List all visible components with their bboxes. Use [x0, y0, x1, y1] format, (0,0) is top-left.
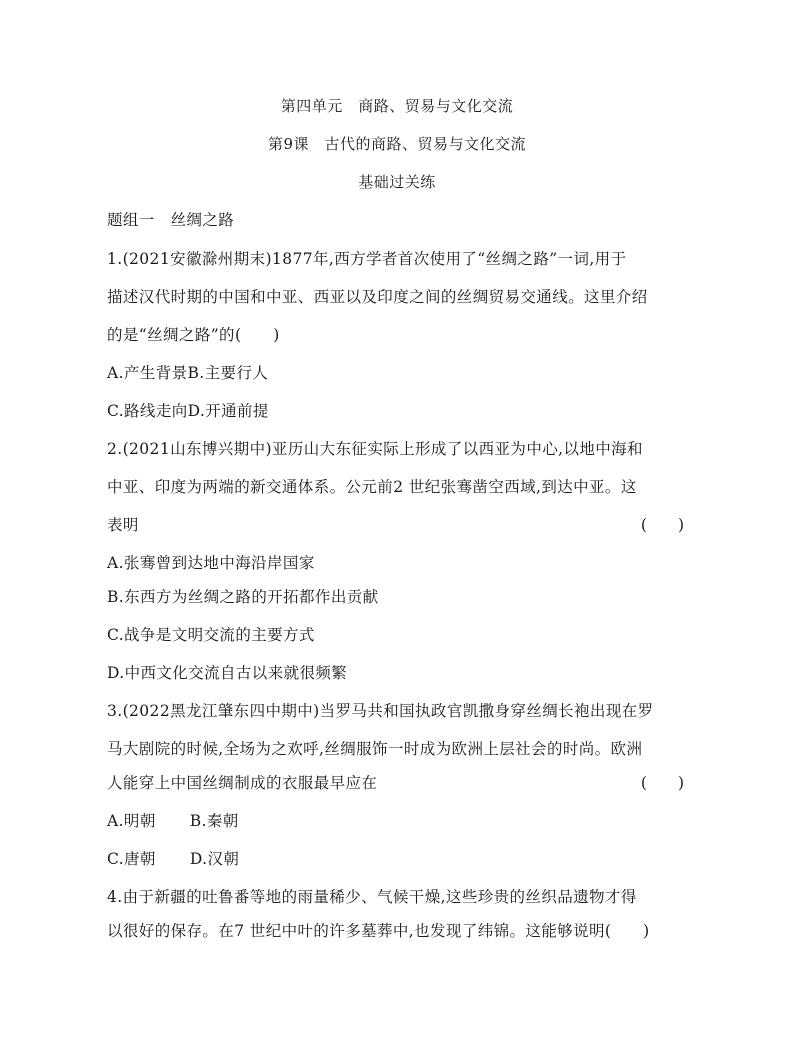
q2-option-a: A.张骞曾到达地中海沿岸国家 — [107, 554, 315, 572]
q2-option-b: B.东西方为丝绸之路的开拓都作出贡献 — [107, 588, 379, 606]
group-title: 题组一 丝绸之路 — [107, 211, 235, 229]
q3-answer-paren: ( ) — [640, 774, 684, 792]
q3-options-cd — [107, 847, 239, 869]
section-title: 基础过关练 — [358, 173, 436, 191]
q4-line-1: 4.由于新疆的吐鲁番等地的雨量稀少、气候干燥,这些珍贵的丝织品遗物才得 — [107, 888, 637, 906]
q1-line-3: 的是“丝绸之路”的( ) — [107, 326, 280, 344]
q2-answer-paren: ( ) — [640, 516, 684, 534]
q3-option-b: B.秦朝 — [189, 812, 239, 830]
q3-line-2: 马大剧院的时候,全场为之欢呼,丝绸服饰一时成为欧洲上层社会的时尚。欧洲 — [107, 740, 643, 758]
lesson-title: 第9课 古代的商路、贸易与文化交流 — [267, 135, 527, 153]
q4-line-2: 以很好的保存。在7 世纪中叶的许多墓葬中,也发现了纬锦。这能够说明( ) — [107, 922, 650, 940]
q1-options-ab: A.产生背景B.主要行人 — [107, 364, 269, 382]
q1-line-2: 描述汉代时期的中国和中亚、西亚以及印度之间的丝绸贸易交通线。这里介绍 — [107, 288, 648, 306]
q3-option-a: A.明朝 — [107, 812, 156, 830]
q2-option-c: C.战争是文明交流的主要方式 — [107, 626, 315, 644]
q3-line-1: 3.(2022黑龙江肇东四中期中)当罗马共和国执政官凯撒身穿丝绸长袍出现在罗 — [107, 702, 654, 720]
q2-line-1: 2.(2021山东博兴期中)亚历山大东征实际上形成了以西亚为中心,以地中海和 — [107, 440, 643, 458]
q3-line-3: 人能穿上中国丝绸制成的衣服最早应在 — [107, 774, 378, 792]
q2-line-2: 中亚、印度为两端的新交通体系。公元前2 世纪张骞凿空西域,到达中亚。这 — [107, 478, 637, 496]
q2-line-3: 表明 — [107, 516, 139, 534]
q1-line-1: 1.(2021安徽滁州期末)1877年,西方学者首次使用了“丝绸之路”一词,用于 — [107, 250, 627, 268]
unit-title: 第四单元 商路、贸易与文化交流 — [280, 97, 514, 115]
q1-options-cd: C.路线走向D.开通前提 — [107, 402, 269, 420]
q3-option-c: C.唐朝 — [107, 850, 156, 868]
q3-options-ab — [107, 809, 239, 831]
q2-option-d: D.中西文化交流自古以来就很频繁 — [107, 664, 348, 682]
q3-option-d: D.汉朝 — [189, 850, 240, 868]
